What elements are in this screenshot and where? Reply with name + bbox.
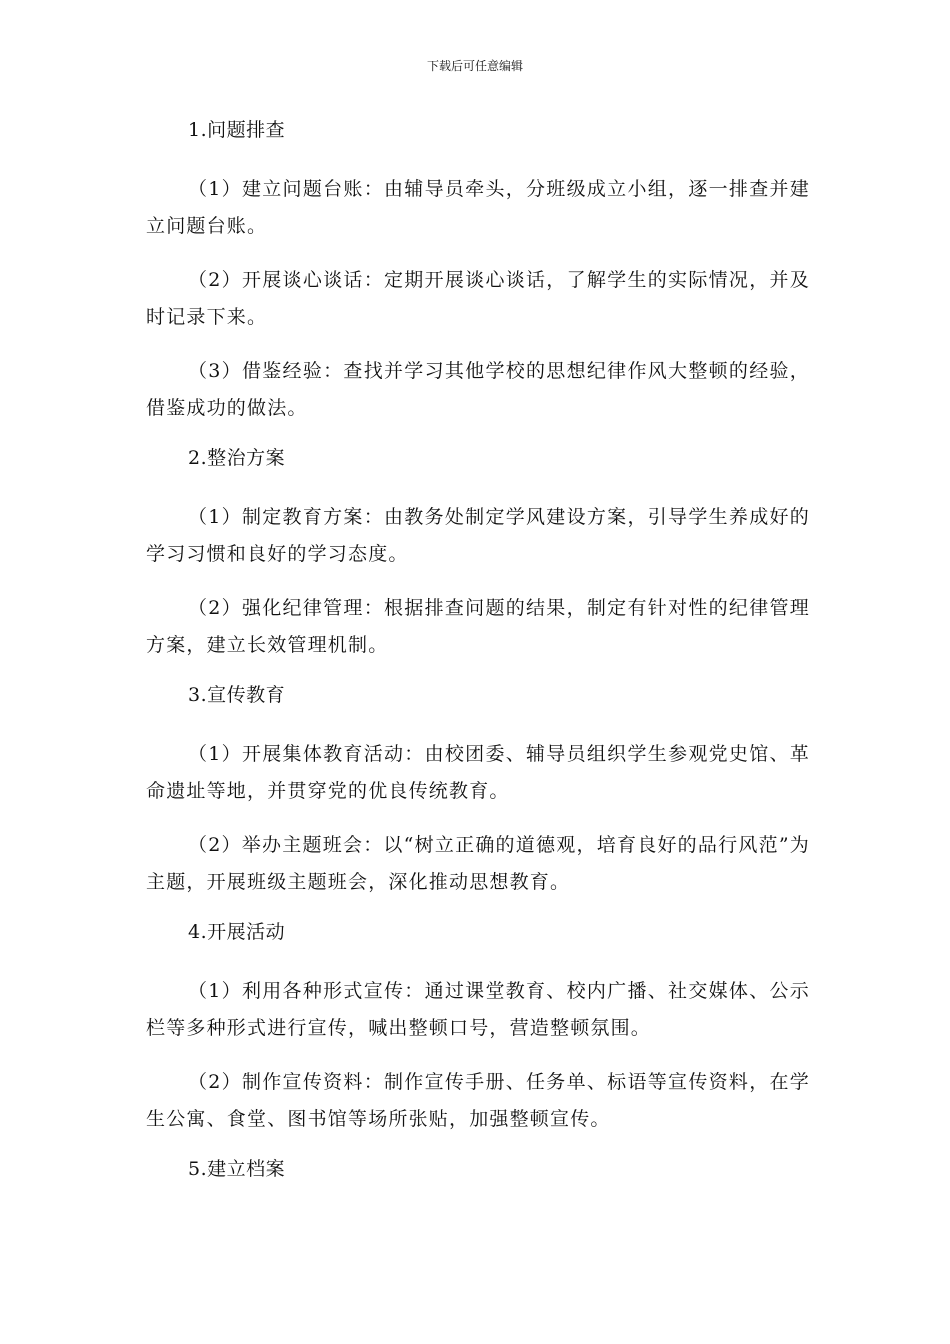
paragraph: （1）建立问题台账：由辅导员牵头，分班级成立小组，逐一排查并建立问题台账。	[146, 178, 810, 237]
section-heading: 3.宣传教育	[188, 684, 286, 706]
section-heading: 4.开展活动	[188, 921, 286, 943]
section-heading: 5.建立档案	[188, 1158, 286, 1180]
paragraph: （2）制作宣传资料：制作宣传手册、任务单、标语等宣传资料，在学生公寓、食堂、图书馆等场所张贴，加强整顿宣传。	[146, 1071, 810, 1130]
paragraph: （2）强化纪律管理：根据排查问题的结果，制定有针对性的纪律管理方案，建立长效管理机制。	[146, 597, 810, 656]
paragraph: （2）开展谈心谈话：定期开展谈心谈话，了解学生的实际情况，并及时记录下来。	[146, 269, 810, 328]
paragraph: （3）借鉴经验：查找并学习其他学校的思想纪律作风大整顿的经验，借鉴成功的做法。	[146, 360, 810, 419]
paragraph: （2）举办主题班会：以“树立正确的道德观，培育良好的品行风范”为主题，开展班级主题班会，深化推动思想教育。	[146, 834, 810, 893]
document-body	[146, 116, 810, 1210]
section-heading: 2.整治方案	[188, 447, 286, 469]
paragraph: （1）利用各种形式宣传：通过课堂教育、校内广播、社交媒体、公示栏等多种形式进行宣传，喊出整顿口号，营造整顿氛围。	[146, 980, 810, 1039]
paragraph: （1）制定教育方案：由教务处制定学风建设方案，引导学生养成好的学习习惯和良好的学习态度。	[146, 506, 810, 565]
paragraph: （1）开展集体教育活动：由校团委、辅导员组织学生参观党史馆、革命遗址等地，并贯穿党的优良传统教育。	[146, 743, 810, 802]
page-header: 下载后可任意编辑	[426, 59, 523, 73]
section-heading: 1.问题排查	[188, 119, 286, 141]
